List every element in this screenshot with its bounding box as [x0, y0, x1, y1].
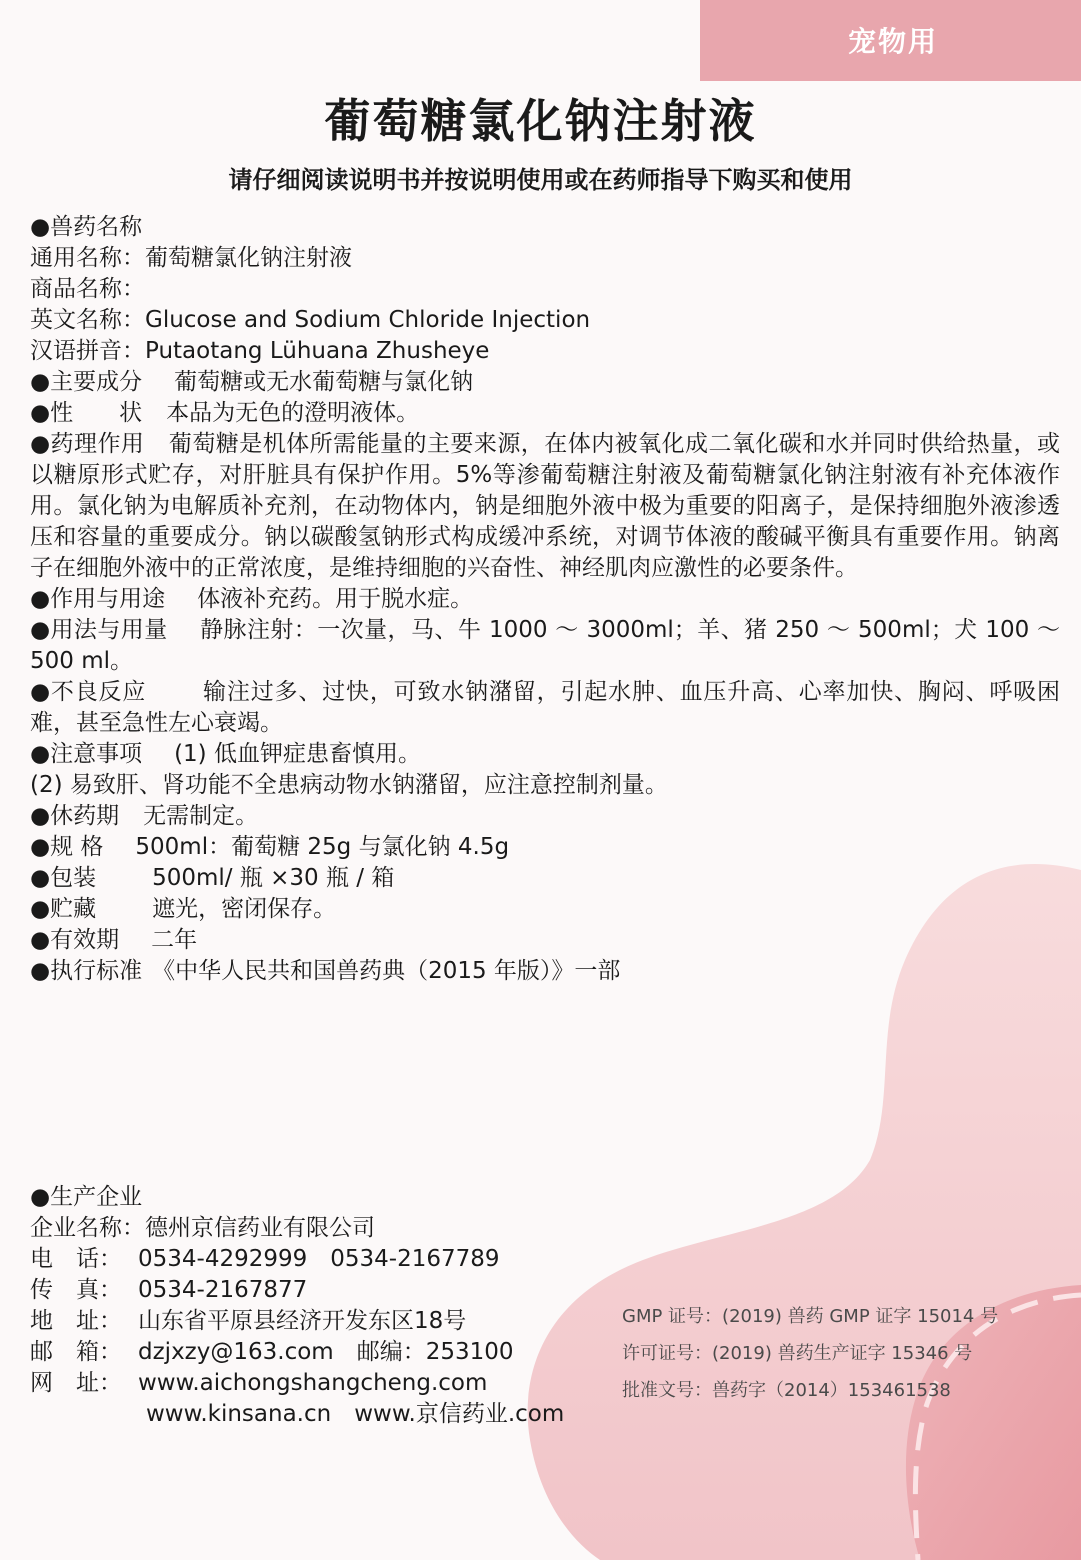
usage-value: 体液补充药。用于脱水症。	[197, 586, 474, 612]
english-name-row	[30, 305, 1060, 336]
adverse-label: ●不良反应	[30, 679, 147, 705]
withdrawal-row	[30, 801, 1060, 832]
ingredients-label: ●主要成分	[30, 369, 143, 395]
adverse-value: 输注过多、过快，可致水钠潴留，引起水肿、血压升高、心率加快、胸闷、呼吸困难，甚至急性左心衰竭。	[30, 679, 1061, 736]
vet-name-header: ●兽药名称	[30, 214, 143, 240]
website-label: 网 址：	[30, 1370, 122, 1396]
standard-value: 《中华人民共和国兽药典（2015 年版）》一部	[152, 958, 621, 984]
instructions-body	[30, 212, 1060, 987]
license-cert: 许可证号：(2019) 兽药生产证字 15346 号	[622, 1343, 973, 1364]
dosage-value: 静脉注射：一次量，马、牛 1000 ～ 3000ml；羊、猪 250 ～ 500ml；犬 100 ～ 500 ml。	[30, 617, 1060, 674]
withdrawal-value: 无需制定。	[143, 803, 259, 829]
website-row-2	[30, 1399, 630, 1430]
spec-label: ●规 格	[30, 834, 104, 860]
pinyin-row	[30, 336, 1060, 367]
usage-label: ●作用与用途	[30, 586, 166, 612]
standard-label: ●执行标准	[30, 958, 143, 984]
appearance-value: 本品为无色的澄明液体。	[166, 400, 420, 426]
package-row	[30, 863, 1060, 894]
email-value: dzjxzy@163.com 邮编：253100	[138, 1339, 514, 1365]
manufacturer-header: ●生产企业	[30, 1184, 143, 1210]
company-value: 德州京信药业有限公司	[145, 1215, 375, 1241]
pinyin-value: Putaotang Lühuana Zhusheye	[145, 338, 490, 364]
appearance-row	[30, 398, 1060, 429]
appearance-label: ●性 状	[30, 400, 143, 426]
pinyin-label: 汉语拼音：	[30, 338, 145, 364]
company-label: 企业名称：	[30, 1215, 145, 1241]
ingredients-row	[30, 367, 1060, 398]
fax-value: 0534-2167877	[138, 1277, 308, 1303]
generic-name-row	[30, 243, 1060, 274]
pharmacology-value: 葡萄糖是机体所需能量的主要来源，在体内被氧化成二氧化碳和水并同时供给热量，或以糖原形式贮存，对肝脏具有保护作用。5%等渗葡萄糖注射液及葡萄糖氯化钠注射液有补充体液作用。氯化钠为电解质补充剂，在动物体内，钠是细胞外液中极为重要的阳离子，是保持细胞外液渗透压和容量的重要成分。钠以碳酸氢钠形式构成缓冲系统，对调节体液的酸碱平衡具有重要作用。钠离子在细胞外液中的正常浓度，是维持细胞的兴奋性、神经肌肉应激性的必要条件。	[30, 431, 1060, 581]
storage-value: 遮光，密闭保存。	[152, 896, 337, 922]
package-label: ●包装	[30, 865, 97, 891]
website-link[interactable]: www.aichongshangcheng.com	[138, 1370, 488, 1396]
package-value: 500ml/ 瓶 ×30 瓶 / 箱	[152, 865, 395, 891]
address-value: 山东省平原县经济开发东区18号	[138, 1308, 467, 1334]
email-row	[30, 1337, 630, 1368]
phone-row	[30, 1244, 630, 1275]
precautions-row	[30, 739, 1060, 770]
approval-number: 批准文号：兽药字（2014）153461538	[622, 1380, 951, 1401]
spec-value: 500ml：葡萄糖 25g 与氯化钠 4.5g	[135, 834, 510, 860]
spec-row	[30, 832, 1060, 863]
badge-label: 宠物用	[847, 25, 938, 58]
address-label: 地 址：	[30, 1308, 122, 1334]
fax-label: 传 真：	[30, 1277, 122, 1303]
withdrawal-label: ●休药期	[30, 803, 120, 829]
address-row	[30, 1306, 630, 1337]
adverse-row	[30, 677, 1060, 739]
pharmacology-row	[30, 429, 1060, 584]
standard-row	[30, 956, 1060, 987]
manufacturer-block	[30, 1182, 630, 1430]
gmp-cert: GMP 证号：(2019) 兽药 GMP 证字 15014 号	[622, 1306, 999, 1327]
dosage-label: ●用法与用量	[30, 617, 168, 643]
english-name-label: 英文名称：	[30, 307, 145, 333]
validity-row	[30, 925, 1060, 956]
usage-row	[30, 584, 1060, 615]
trade-name-label: 商品名称：	[30, 276, 145, 302]
pet-use-badge	[700, 0, 1081, 81]
precautions-row-2: (2) 易致肝、肾功能不全患病动物水钠潴留，应注意控制剂量。	[30, 772, 668, 798]
company-row	[30, 1213, 630, 1244]
storage-row	[30, 894, 1060, 925]
ingredients-value: 葡萄糖或无水葡萄糖与氯化钠	[174, 369, 474, 395]
dosage-row	[30, 615, 1060, 677]
phone-value: 0534-4292999 0534-2167789	[138, 1246, 500, 1272]
email-label: 邮 箱：	[30, 1339, 122, 1365]
precautions-value-1: (1) 低血钾症患畜慎用。	[174, 741, 421, 767]
precautions-label: ●注意事项	[30, 741, 143, 767]
website-link-2[interactable]: www.kinsana.cn www.京信药业.com	[146, 1401, 565, 1427]
pharmacology-label: ●药理作用	[30, 431, 145, 457]
phone-label: 电 话：	[30, 1246, 122, 1272]
validity-label: ●有效期	[30, 927, 120, 953]
generic-name-label: 通用名称：	[30, 245, 145, 271]
website-row	[30, 1368, 630, 1399]
validity-value: 二年	[151, 927, 198, 953]
certificate-block	[622, 1298, 1062, 1409]
fax-row	[30, 1275, 630, 1306]
generic-name-value: 葡萄糖氯化钠注射液	[145, 245, 352, 271]
trade-name-row	[30, 274, 1060, 305]
storage-label: ●贮藏	[30, 896, 97, 922]
product-title: 葡萄糖氯化钠注射液	[324, 94, 757, 148]
reading-notice: 请仔细阅读说明书并按说明使用或在药师指导下购买和使用	[228, 166, 853, 194]
english-name-value: Glucose and Sodium Chloride Injection	[145, 307, 591, 333]
